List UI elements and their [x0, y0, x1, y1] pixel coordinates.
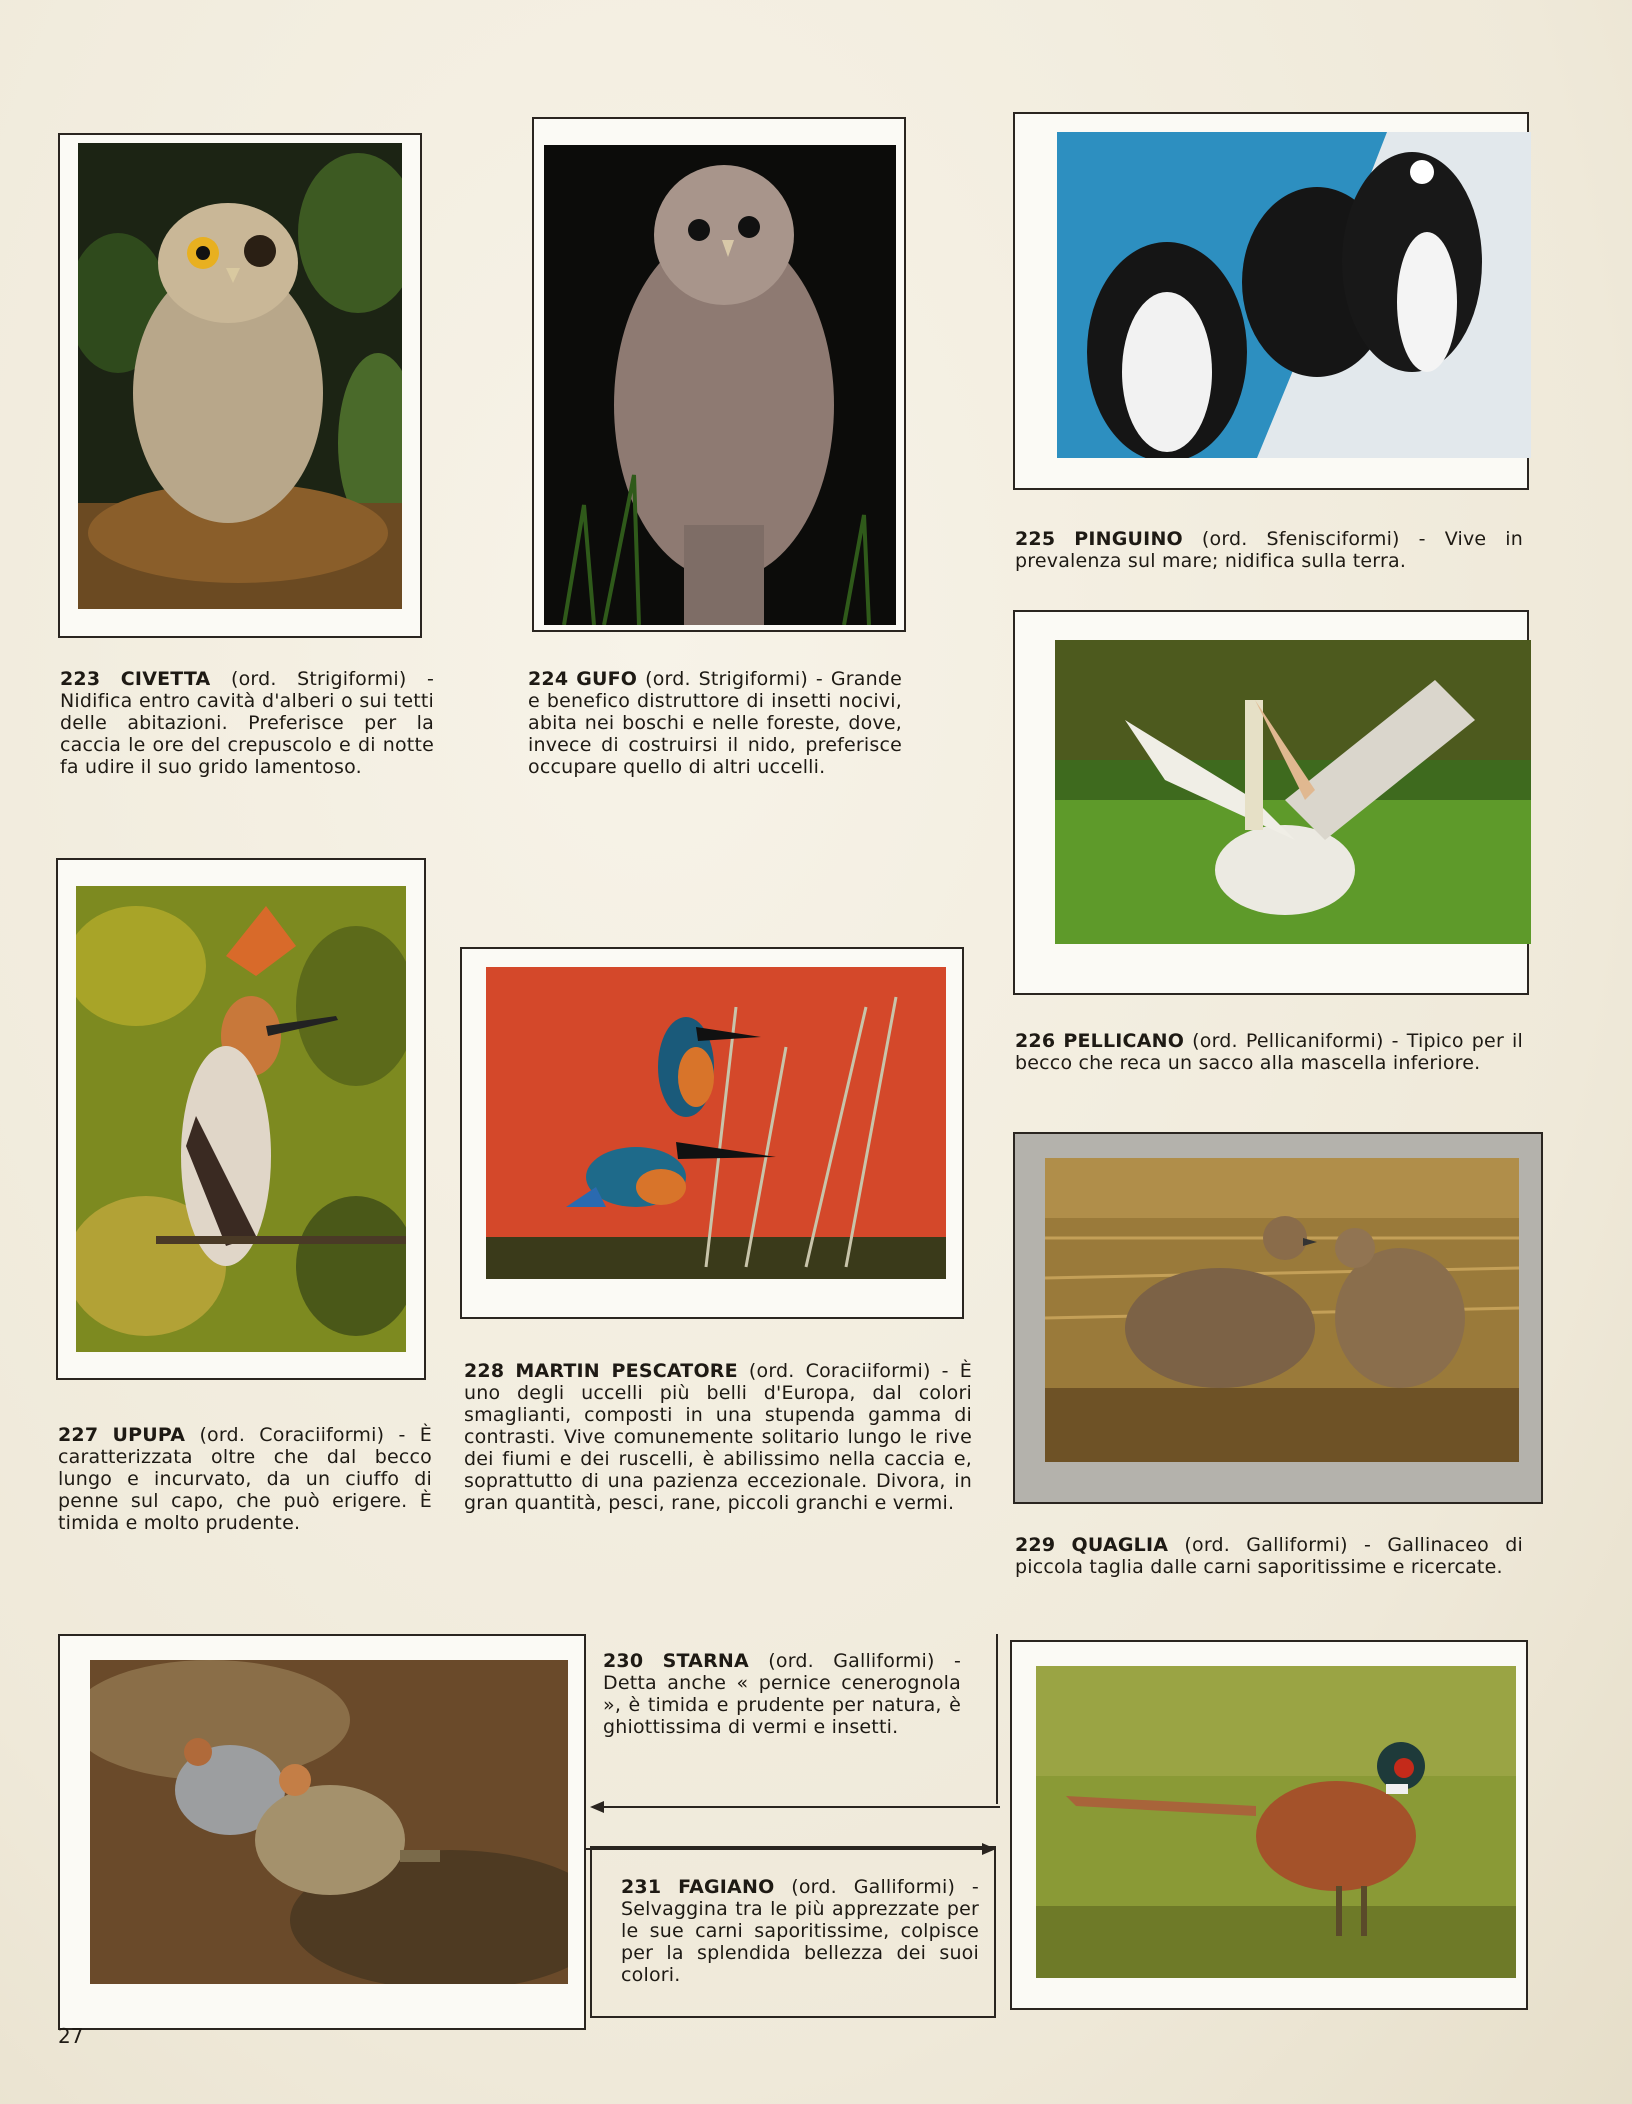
caption-order: (ord. Strigiformi) [230, 668, 407, 690]
caption-order: (ord. Strigiformi) [645, 668, 808, 690]
caption-name: STARNA [662, 1650, 749, 1672]
caption-name: CIVETTA [120, 668, 211, 690]
caption-number: 230 [603, 1650, 644, 1672]
photo-gufo [544, 145, 896, 625]
caption-order: (ord. Galliformi) [768, 1650, 935, 1672]
caption-number: 228 [464, 1360, 505, 1382]
caption-text: - Vive in prevalenza sul mare; nidifica sulla terra. [1015, 528, 1523, 572]
photo-pellicano [1055, 640, 1531, 944]
caption-name: GUFO [576, 668, 638, 690]
arrow-left-to-starna [590, 1798, 1000, 1810]
sticker-frame-martin-pescatore [460, 947, 964, 1319]
caption-order: (ord. Galliformi) [791, 1876, 956, 1898]
photo-upupa [76, 886, 406, 1352]
caption-pinguino [1015, 528, 1523, 572]
caption-order: (ord. Coraciiformi) [748, 1360, 931, 1382]
sticker-frame-pellicano [1013, 610, 1529, 995]
caption-text: - È caratterizzata oltre che dal becco lungo e incurvato, da un ciuffo di penne sul capo, che può erigere. È timida e molto prudente. [58, 1424, 432, 1534]
caption-text: - Selvaggina tra le più apprezzate per le sue carni saporitissime, colpisce per la splendida bellezza dei suoi colori. [621, 1876, 979, 1986]
sticker-frame-fagiano [1010, 1640, 1528, 2010]
sticker-frame-upupa [56, 858, 426, 1380]
caption-order: (ord. Coraciiformi) [199, 1424, 385, 1446]
caption-gufo [528, 668, 902, 778]
sticker-frame-starna [58, 1634, 586, 2030]
caption-name: QUAGLIA [1071, 1534, 1169, 1556]
caption-upupa [58, 1424, 432, 1534]
sticker-frame-gufo [532, 117, 906, 632]
caption-name: MARTIN PESCATORE [515, 1360, 738, 1382]
caption-name: FAGIANO [678, 1876, 775, 1898]
caption-starna [603, 1650, 961, 1738]
caption-order: (ord. Galliformi) [1184, 1534, 1348, 1556]
caption-order: (ord. Pellicaniformi) [1192, 1030, 1384, 1052]
caption-text: - È uno degli uccelli più belli d'Europa, dal colori smaglianti, composti in una stupenda gamma di contrasti. Vive comunemente solitario lungo le rive dei fiumi e dei ruscelli, è abilissimo nella caccia e, soprattutto di una pazienza eccezionale. Divora, in gran quantità, pesci, rane, piccoli granchi e vermi. [464, 1360, 972, 1514]
caption-text: - Gallinaceo di piccola taglia dalle carni saporitissime e ricercate. [1015, 1534, 1523, 1578]
page-number: 27 [58, 2024, 84, 2048]
caption-text: - Grande e benefico distruttore di insetti nocivi, abita nei boschi e nelle foreste, dove, invece di costruirsi il nido, preferisce occupare quello di altri uccelli. [528, 668, 902, 778]
caption-name: PINGUINO [1074, 528, 1183, 550]
caption-number: 227 [58, 1424, 99, 1446]
caption-martin-pescatore [464, 1360, 972, 1514]
caption-civetta [60, 668, 434, 778]
caption-name: PELLICANO [1063, 1030, 1185, 1052]
caption-number: 224 [528, 668, 569, 690]
photo-starna [90, 1660, 568, 1984]
caption-number: 229 [1015, 1534, 1056, 1556]
caption-order: (ord. Sfenisciformi) [1201, 528, 1400, 550]
caption-number: 231 [621, 1876, 662, 1898]
photo-martin-pescatore [486, 967, 946, 1279]
caption-text: - Nidifica entro cavità d'alberi o sui tetti delle abitazioni. Preferisce per la caccia le ore del crepuscolo e di notte fa udire il suo grido lamentoso. [60, 668, 435, 778]
photo-pinguino [1057, 132, 1531, 458]
caption-text: - Tipico per il becco che reca un sacco alla mascella inferiore. [1015, 1030, 1523, 1074]
photo-civetta [78, 143, 402, 609]
caption-text: - Detta anche « pernice cenerognola », è timida e prudente per natura, è ghiottissima di vermi e insetti. [603, 1650, 962, 1738]
caption-number: 223 [60, 668, 101, 690]
sticker-frame-civetta [58, 133, 422, 638]
sticker-frame-pinguino [1013, 112, 1529, 490]
photo-fagiano [1036, 1666, 1516, 1978]
caption-number: 226 [1015, 1030, 1056, 1052]
caption-quaglia [1015, 1534, 1523, 1578]
caption-fagiano [621, 1876, 979, 1986]
caption-number: 225 [1015, 528, 1056, 550]
photo-quaglia [1045, 1158, 1519, 1462]
sticker-frame-quaglia [1013, 1132, 1543, 1504]
caption-pellicano [1015, 1030, 1523, 1074]
caption-name: UPUPA [112, 1424, 186, 1446]
